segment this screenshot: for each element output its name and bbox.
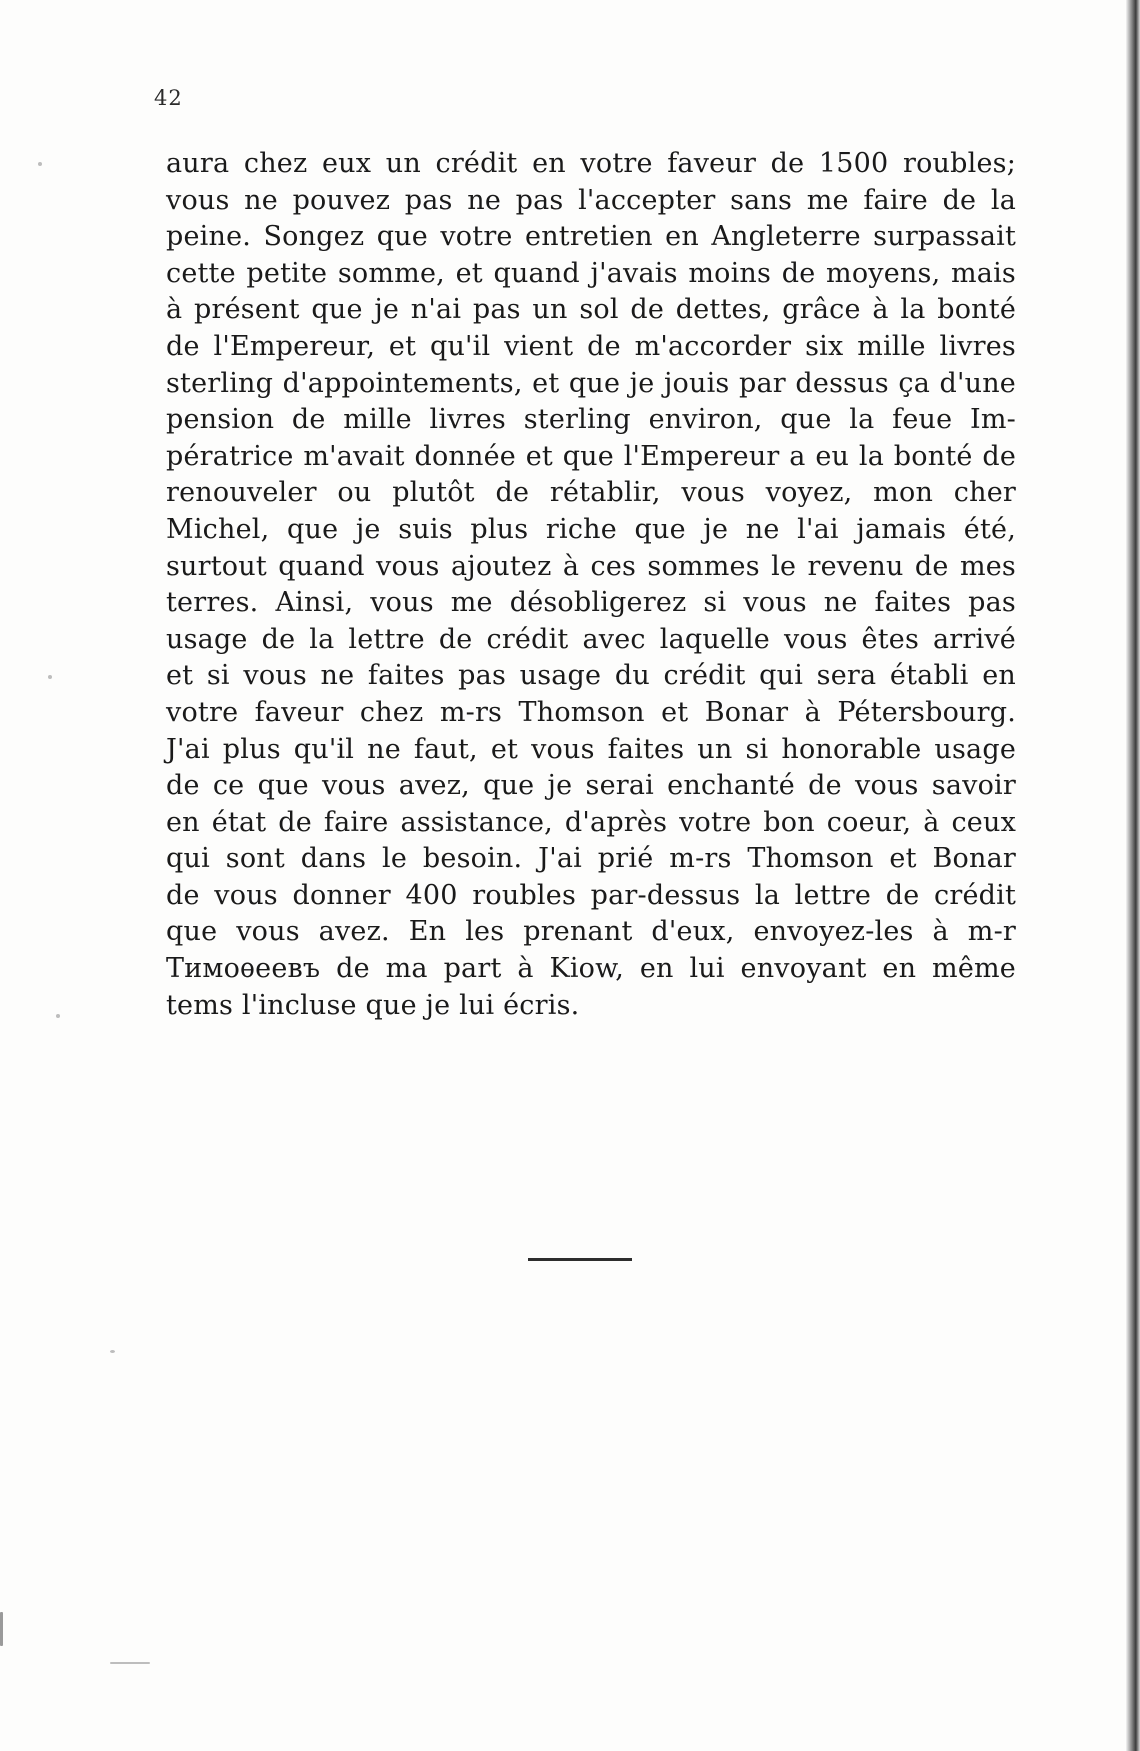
text-line: de l'Empereur, et qu'il vient de m'accorder six mille livres [166,330,1016,362]
text-line: à présent que je n'ai pas un sol de dettes, grâce à la bonté [166,294,1016,326]
text-line: usage de la lettre de crédit avec laquelle vous êtes arrivé [166,623,1016,655]
page-number: 42 [154,86,183,110]
text-line: en état de faire assistance, d'après votre bon coeur, à ceux [166,806,1016,838]
text-line: vous ne pouvez pas ne pas l'accepter sans me faire de la [166,184,1016,216]
scan-speck [110,1350,115,1353]
text-line: Michel, que je suis plus riche que je ne l'ai jamais été, [166,513,1016,545]
scan-speck [38,162,42,166]
scan-speck [48,675,52,679]
text-line: de vous donner 400 roubles par-dessus la lettre de crédit [166,879,1016,911]
text-line: pension de mille livres sterling environ, que la feue Im- [166,404,1016,436]
text-line: cette petite somme, et quand j'avais moins de moyens, mais [166,257,1016,289]
text-line: votre faveur chez m-rs Thomson et Bonar à Pétersbourg. [166,696,1016,728]
text-line: que vous avez. En les prenant d'eux, envoyez-les à m-r [166,916,1016,948]
text-line: et si vous ne faites pas usage du crédit qui sera établi en [166,660,1016,692]
text-line: surtout quand vous ajoutez à ces sommes le revenu de mes [166,550,1016,582]
text-line: aura chez eux un crédit en votre faveur de 1500 roubles; [166,148,1016,179]
text-line: pératrice m'avait donnée et que l'Empereur a eu la bonté de [166,440,1016,472]
text-line: peine. Songez que votre entretien en Angleterre surpassait [166,221,1016,253]
text-line: J'ai plus qu'il ne faut, et vous faites un si honorable usage [166,733,1016,765]
scan-speck [0,1612,3,1646]
letter-body [166,146,1016,1024]
text-line-last: tems l'incluse que je lui écris. [166,989,580,1021]
text-line: renouveler ou plutôt de rétablir, vous voyez, mon cher [166,477,1016,509]
scan-speck [56,1014,60,1018]
text-line: sterling d'appointements, et que je jouis par dessus ça d'une [166,367,1016,399]
scan-speck [110,1662,150,1664]
page-edge-shadow [1126,0,1140,1751]
text-line: de ce que vous avez, que je serai enchanté de vous savoir [166,770,1016,802]
text-line: Тимоѳеевъ de ma part à Kiow, en lui envoyant en même [166,953,1016,985]
section-separator-rule [528,1258,632,1261]
text-line: qui sont dans le besoin. J'ai prié m-rs Thomson et Bonar [166,843,1016,875]
text-line: terres. Ainsi, vous me désobligerez si vous ne faites pas [166,587,1016,619]
